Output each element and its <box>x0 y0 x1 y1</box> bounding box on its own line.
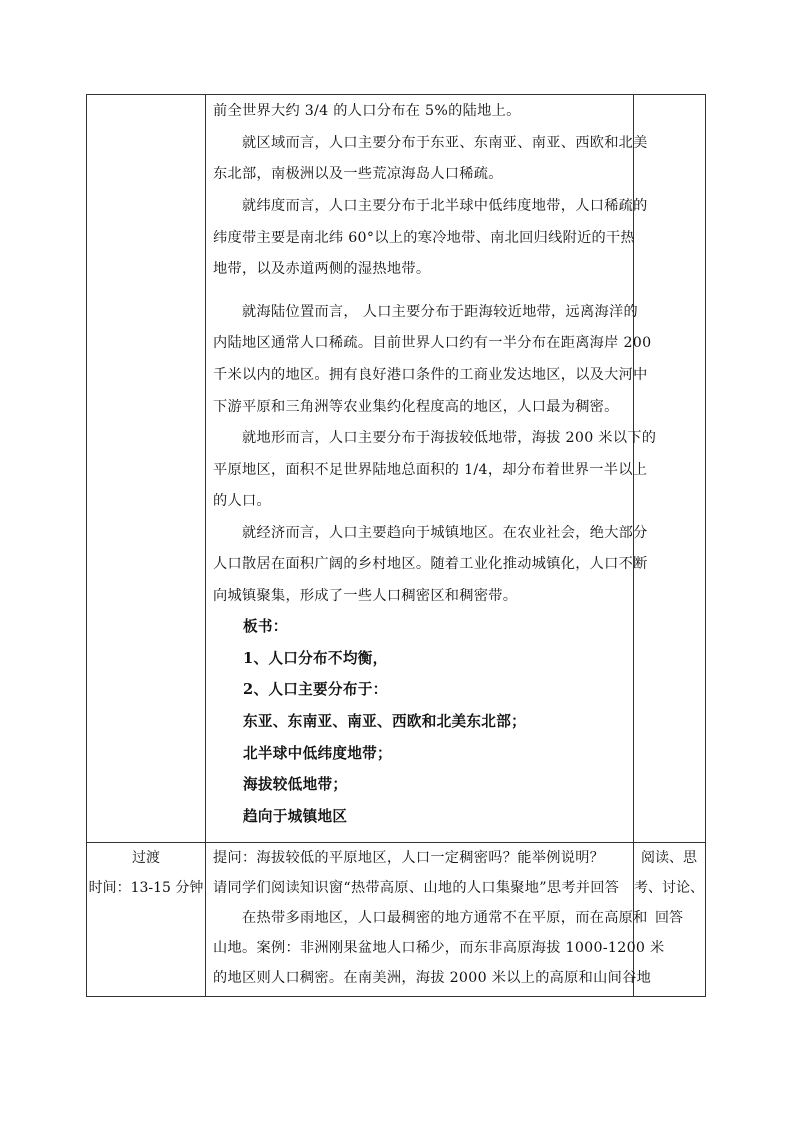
activity-line: 回答 <box>655 910 683 926</box>
board-line: 海拔较低地带； <box>243 776 348 793</box>
main-content-cell <box>213 95 657 842</box>
transition-content-cell <box>213 842 665 998</box>
paragraph-line: 在热带多雨地区，人口最稠密的地方通常不在平原，而在高原和 <box>242 910 648 926</box>
paragraph-line: 地带，以及赤道两侧的湿热地带。 <box>213 261 431 277</box>
paragraph-line: 平原地区，面积不足世界陆地总面积的 1/4，却分布着世界一半以上 <box>213 462 648 478</box>
paragraph-line: 提问：海拔较低的平原地区，人口一定稠密吗？能举例说明？ <box>213 850 605 866</box>
paragraph-line: 内陆地区通常人口稀疏。目前世界人口约有一半分布在距离海岸 200 <box>213 335 652 351</box>
paragraph-line: 就纬度而言，人口主要分布于北半球中低纬度地带，人口稀疏的 <box>242 198 648 214</box>
lesson-plan-table <box>86 94 706 997</box>
paragraph-line: 人口散居在面积广阔的乡村地区。随着工业化推动城镇化，人口不断 <box>213 556 648 572</box>
paragraph-line: 山地。案例：非洲刚果盆地人口稀少，而东非高原海拔 1000-1200 米 <box>213 940 665 956</box>
board-line: 北半球中低纬度地带； <box>243 745 392 762</box>
stage-label: 过渡 <box>132 850 160 866</box>
paragraph-line: 的地区则人口稠密。在南美洲，海拔 2000 米以上的高原和山间谷地 <box>213 970 652 986</box>
stage-time: 时间：13-15 分钟 <box>88 880 204 896</box>
paragraph-line: 就区域而言，人口主要分布于东亚、东南亚、南亚、西欧和北美 <box>242 135 648 151</box>
paragraph-line: 的人口。 <box>213 493 271 509</box>
paragraph-line: 向城镇聚集，形成了一些人口稠密区和稠密带。 <box>213 588 518 604</box>
paragraph-line: 就地形而言，人口主要分布于海拔较低地带，海拔 200 米以下的 <box>242 430 657 446</box>
paragraph-line: 千米以内的地区。拥有良好港口条件的工商业发达地区，以及大河中 <box>213 367 648 383</box>
board-line: 趋向于城镇地区 <box>243 808 348 825</box>
activity-line: 阅读、思 <box>641 850 697 866</box>
column-divider <box>205 95 206 996</box>
board-line: 1、人口分布不均衡， <box>243 650 388 667</box>
activity-cell <box>633 842 705 998</box>
activity-line: 考、讨论、 <box>634 880 704 896</box>
board-line: 东亚、东南亚、南亚、西欧和北美东北部； <box>243 713 526 730</box>
stage-cell <box>87 842 205 998</box>
paragraph-line: 前全世界大约 3/4 的人口分布在 5%的陆地上。 <box>213 103 521 119</box>
board-heading: 板书： <box>243 618 288 635</box>
board-line: 2、人口主要分布于： <box>243 681 388 698</box>
paragraph-line: 请同学们阅读知识窗“热带高原、山地的人口集聚地”思考并回答 <box>213 880 620 896</box>
paragraph-line: 下游平原和三角洲等农业集约化程度高的地区，人口最为稠密。 <box>213 399 619 415</box>
paragraph-line: 就海陆位置而言， 人口主要分布于距海较近地带，远离海洋的 <box>242 304 638 320</box>
paragraph-line: 东北部，南极洲以及一些荒凉海岛人口稀疏。 <box>213 166 503 182</box>
paragraph-line: 就经济而言，人口主要趋向于城镇地区。在农业社会，绝大部分 <box>242 525 648 541</box>
paragraph-line: 纬度带主要是南北纬 60°以上的寒冷地带、南北回归线附近的干热 <box>213 230 636 246</box>
